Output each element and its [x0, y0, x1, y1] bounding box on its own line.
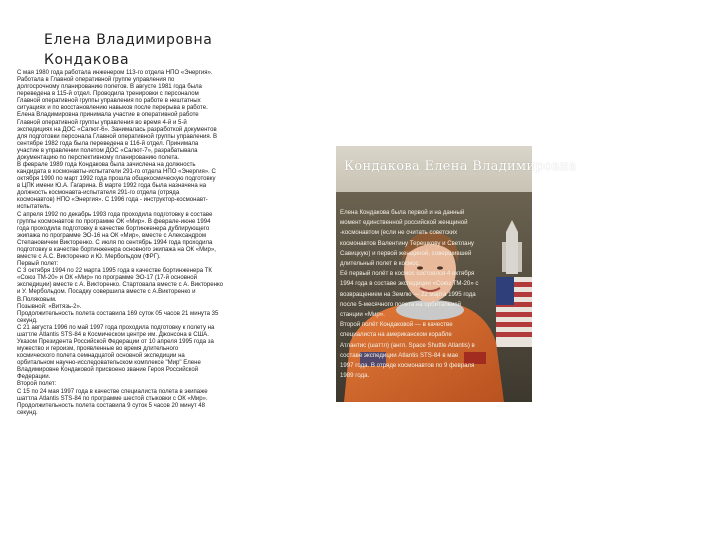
card-caption-line: возвращением на Землю — 22 марта 1995 года	[340, 290, 476, 298]
card-caption-line: станции «Мир».	[340, 311, 385, 319]
body-line: в ЦПК имени Ю.А. Гагарина. В марте 1992 года была назначена на	[17, 183, 207, 190]
body-line: С 15 по 24 мая 1997 года в качестве специалиста полета в экипаже	[17, 388, 208, 395]
body-line: секунд.	[17, 317, 38, 324]
card-caption-line: Савицкую) и первой женщиной, совершившей	[340, 249, 472, 257]
card-caption-line: Её первый полёт в космос состоялся 4 октября	[340, 270, 475, 278]
body-line: подготовку в качестве бортинженера основного экипажа на ОК «Мир»,	[17, 246, 216, 253]
body-line: Позывной: «Витязь-2».	[17, 303, 82, 310]
body-line: испытатель.	[17, 204, 52, 211]
card-caption-line: Второй полёт Кондаковой — в качестве	[340, 321, 453, 329]
body-line: шаттла Atlantis STS-84 по программе шестой стыковки с ОК «Мир».	[17, 395, 208, 402]
body-line: экспедициях на ДОС «Салют-6». Занималась разработкой документов	[17, 126, 217, 133]
card-caption-line: длительный полет в космос.	[340, 260, 421, 268]
body-line: секунд.	[17, 409, 38, 416]
card-caption-line: 1997 года. В отряде космонавтов по 9 февраля	[340, 362, 475, 370]
body-line: для подготовки персонала Главной оперативной группы управления. В	[17, 133, 218, 140]
body-line: октября 1990 по март 1992 года прошла общекосмическую подготовку	[17, 176, 216, 183]
body-line: Елена Владимировна принимала участие в оперативной работе	[17, 112, 199, 119]
card-caption-line: Атлантис (шаттл) (англ. Space Shuttle Atlantis) в	[340, 341, 475, 349]
card-caption-line: специалиста на американском корабле	[340, 331, 452, 339]
body-line: космонавтов) НПО «Энергия». С 1996 года - инструктор-космонавт-	[17, 197, 208, 204]
biography-text	[17, 70, 270, 417]
card-caption-line: составе экспедиции Atlantis STS-84 в мае	[340, 351, 459, 359]
body-line: Продолжительность полета составила 9 суток 5 часов 20 минут 48	[17, 402, 206, 409]
page-title	[44, 30, 344, 70]
body-line: экипажа по программе ЭО-16 на ОК «Мир», вместе с Александром	[17, 232, 206, 239]
body-line: В.Поляковым.	[17, 296, 57, 303]
body-line: Указом Президента Российской Федерации от 10 апреля 1995 года за	[17, 338, 214, 345]
body-line: космического полета семнадцатой основной экспедиции на	[17, 353, 185, 360]
card-caption-line: 1994 года в составе экспедиции «Союз ТМ-20» с	[340, 280, 479, 288]
body-line: Первый полет:	[17, 261, 59, 268]
body-line: участие в управлении полетом ДОС «Салют-7», разрабатывала	[17, 147, 198, 154]
body-line: С 21 августа 1996 по май 1997 года проходила подготовку к полету на	[17, 324, 215, 331]
body-line: кандидата в космонавты-испытатели 291-го отдела НПО «Энергия». С	[17, 169, 216, 176]
card-caption-line: 1989 года.	[340, 372, 370, 380]
body-line: Работала в Главной оперативной группе управления по	[17, 77, 175, 84]
body-line: С мая 1980 года работала инженером 113-го отдела НПО «Энергия».	[17, 70, 213, 76]
body-line: В феврале 1989 года Кондакова была зачислена на должность	[17, 162, 196, 169]
card-caption-line: после 5-месячного полета на орбитальной	[340, 300, 462, 308]
body-line: С апреля 1992 по декабрь 1993 года проходила подготовку в составе	[17, 211, 213, 218]
card-caption-line: -космонавтом (если не считать советских	[340, 229, 458, 237]
body-line: сентябре 1982 года была переведена в 116-й отдел. Принимала	[17, 140, 199, 147]
body-line: переведена в 115-й отдел. Проводила тренировки с персоналом	[17, 91, 199, 98]
body-line: С 3 октября 1994 по 22 марта 1995 года в качестве бортинженера ТК	[17, 268, 212, 275]
card-title: Кондакова Елена Владимировна	[344, 159, 577, 174]
card-caption-line: момент единственной российской женщиной	[340, 219, 468, 227]
body-line: «Союз ТМ-20» и ОК «Мир» по программе ЭО-17 (17-й основной	[17, 275, 198, 282]
title-line-1: Елена Владимировна	[44, 32, 213, 48]
body-line: мужество и героизм, проявленные во время длительного	[17, 346, 179, 353]
body-line: и У. Мербольдом. Посадку совершила вместе с А.Викторенко и	[17, 289, 196, 296]
body-line: экспедиции) вместе с А. Викторенко. Стартовала вместе с А. Викторенко	[17, 282, 224, 289]
body-line: должность космонавта-испытателя 291-го отдела (отряда	[17, 190, 180, 197]
body-line: года проходила подготовку в качестве бортинженера дублирующего	[17, 225, 210, 232]
body-line: Степановичем Викторенко. С июля по сентябрь 1994 года проходила	[17, 239, 213, 246]
card-caption-line: Елена Кондакова была первой и на данный	[340, 209, 465, 216]
body-line: Федерации.	[17, 374, 51, 381]
portrait-card	[336, 146, 577, 402]
body-line: Второй полет:	[17, 381, 57, 388]
title-line-2: Кондакова	[44, 52, 130, 68]
body-line: ситуациях и по восстановлению навыков после перерыва в работе.	[17, 105, 208, 112]
body-line: группы космонавтов по программе ОК «Мир». В феврале-июне 1994	[17, 218, 211, 225]
body-line: Главной оперативной группы управления по работе в нештатных	[17, 98, 201, 105]
body-line: Владимировне Кондаковой присвоено звание Героя Российской	[17, 367, 199, 374]
body-line: долгосрочному планированию полетов. В августе 1981 года была	[17, 84, 202, 91]
body-line: Главной оперативной группы управления во время 4-й и 5-й	[17, 119, 187, 126]
card-caption	[340, 208, 520, 381]
body-line: документацию по перспективному планированию полета.	[17, 154, 180, 161]
body-line: Продолжительность полета составила 169 суток 05 часов 21 минута 35	[17, 310, 219, 317]
body-line: орбитальном научно-исследовательском комплексе "Мир" Елене	[17, 360, 201, 367]
card-caption-line: космонавтов Валентину Терешкову и Светлану	[340, 239, 474, 247]
body-line: вместе с А.С. Викторенко и Ю. Мербольдом (ФРГ).	[17, 254, 161, 261]
body-line: шаттле Atlantis STS-84 в Космическом центре им. Джонсона в США.	[17, 331, 209, 338]
